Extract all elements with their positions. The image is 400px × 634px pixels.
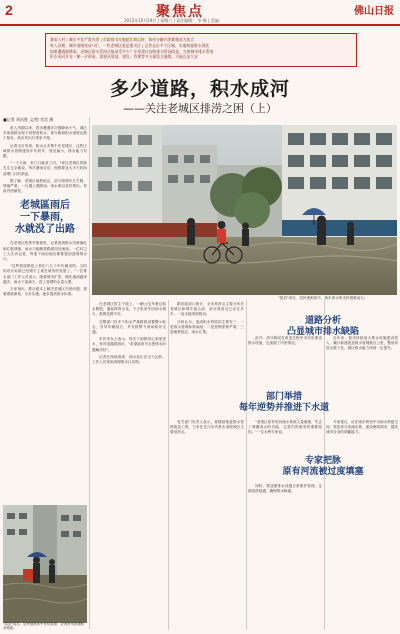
flood-alley-photo — [3, 505, 87, 623]
body-paragraph: 在老城区的主干道上，一辆公交车驶过积水路段，激起阵阵水花。不少私家车因涉水熄火，被困在路中央。 — [92, 302, 166, 317]
body-paragraph: 专家指出，要从根本上解决老城区内涝问题，需要系统谋划，分步实施，逐步提高排水标准。 — [3, 287, 87, 297]
deck-line: 暴雨入村 | 城区多处严重内涝 | 市政排水设施超负荷运转，如何分解内涝难题成为焦点 — [50, 37, 195, 42]
body-paragraph: 市民李女士表示，每次下雨都担心家里进水，家具电器被泡坏，"希望政府早点把排水问题解决好"。 — [92, 337, 166, 352]
heading-line: 水就没了出路 — [15, 224, 75, 236]
heading-line: 原有河流被过度填塞 — [282, 467, 364, 477]
body-paragraph: 记者走访发现，积水点多集中在老城区，这些区域排水管网建设年代较早，管径偏小，排水能力有限。 — [3, 143, 87, 159]
text-column — [326, 420, 398, 438]
text-column — [170, 420, 244, 438]
column-rule — [89, 117, 90, 629]
heading-line: 专家把脉 — [304, 456, 341, 466]
photo-caption: "屋顶"成岛，居民被困家中等待救援；记者涉水拍摄积水路面。 — [3, 622, 85, 631]
heading-line: 部门举措 — [265, 392, 302, 402]
heading-line: 一下暴雨， — [20, 212, 70, 224]
body-paragraph: 专家建议，应在城市规划中为雨水预留空间，恢复部分河涌水系，建设海绵城市，提高城市自身的调蓄能力。 — [326, 420, 398, 435]
flood-street-illustration — [92, 125, 397, 295]
paper-masthead: 佛山日报 — [354, 6, 394, 17]
section-heading — [248, 456, 398, 478]
body-paragraph: 记者在现场看到，抽水泵正在全力运转，工作人员冒雨清理排水口杂物。 — [92, 354, 166, 365]
section-title: 聚焦点 — [156, 4, 204, 20]
heading-line: 凸显城市排水缺陷 — [286, 327, 359, 337]
heading-line: 每年逆势并推进下水道 — [238, 403, 329, 413]
body-paragraph: 近年来，我市持续加大排水设施建设投入，累计新建改造排水管网数百公里，整治易涝点数十处，城区排水能力得到一定提升。 — [326, 336, 398, 351]
section-heading — [3, 200, 87, 236]
heading-line: 道路分析 — [304, 316, 341, 326]
body-paragraph: 分析认为，造成积水的原因主要有三：一是排水管网标准偏低；二是管网淤积严重；三是地势低洼，雨水汇集。 — [170, 319, 244, 335]
body-paragraph: 同时，要加强排水设施日常维护管理，定期清淤疏通，确保排水畅通。 — [248, 484, 322, 494]
body-paragraph: 交警部门在多个积水严重路段设置警示标志，引导车辆绕行，并安排警力现场疏导交通。 — [92, 319, 166, 335]
body-paragraph: 此外，部分路段在改造过程中未同步建设排水设施，也加剧了内涝情况。 — [248, 336, 322, 346]
body-paragraph: 据市政部门统计，全市易涝点主要分布在老城区和城乡接合部，部分易涝点已存在多年，一直未能得到根治。 — [170, 302, 244, 317]
byline: ■记者 胡昌胜 文/图 刘美 摄 — [3, 117, 54, 122]
flood-alley-illustration — [3, 505, 87, 623]
deck-line: 每入汛期，城市道路变成"河"，一些老城区更是重灾区 | 记者走访多个区域，实地调查排水现状 — [50, 42, 210, 48]
header-rule — [0, 24, 400, 26]
sub-headline: ——关注老城区排涝之困（上） — [123, 102, 277, 115]
column-rule — [246, 300, 247, 630]
body-paragraph: 在老城区的狭窄街巷里，记者看到排水沟被落叶和垃圾堵塞，雨水只能顺着路面四处流淌。一位环卫工人告诉记者，每逢下雨前他们都要提前清理排水口。 — [3, 241, 87, 262]
heading-line: 老城區雨后 — [20, 200, 70, 212]
text-column — [92, 302, 166, 367]
text-column — [326, 302, 398, 354]
text-column — [248, 420, 322, 438]
body-paragraph: 据了解，老城区地势低洼，部分管网年久失修，堵塞严重，一旦遇上强降雨，雨水难以及时排出，导致内涝频发。 — [3, 178, 87, 194]
text-column — [248, 302, 322, 348]
lead-deck-box — [45, 33, 357, 67]
body-paragraph: "老城区原有的河涌水系被大量填埋，失去了调蓄雨水的功能，这是内涝频发的重要原因。"一位水利专家说。 — [248, 420, 322, 435]
page-header — [0, 0, 400, 24]
section-heading — [170, 392, 398, 414]
page-number: 2 — [5, 2, 13, 18]
body-paragraph: "一下大雨，家门口就成了河。"家住老城区的陈先生无奈地说。每次暴雨过后，他都要花大半天时间清理门口的淤泥。 — [3, 161, 87, 176]
text-column — [170, 302, 244, 337]
deck-line: 如果遭遇强降雨，老城区排水管网还能承受多少？专家建议加快排水管网改造，完善城市排水系统 — [50, 48, 214, 54]
body-paragraph: 有关部门负责人表示，将继续推进排水管网改造工程，力争在近几年内基本消除城区主要易涝点。 — [170, 420, 244, 435]
text-column — [248, 484, 322, 496]
dateline: 2013年10月19日 | 星期六 | 责任编辑： 李 娜 | 美编： — [124, 18, 223, 23]
column-rule — [168, 300, 169, 630]
photo-caption: "屋顶"成岛，居民被困家中，骑车涉水的市民艰难前行。 — [278, 296, 368, 300]
body-paragraph: "这些管道都是上世纪八九十年代铺设的，当时的设计标准已经跟不上现在城市的发展了。"一位排水部门工作人员表示，随着城市扩张，硬化地面越来越多，雨水下渗减少，进入管网的水量大增。 — [3, 264, 87, 284]
flood-street-photo — [92, 125, 397, 295]
main-headline: 多少道路，积水成河 — [109, 78, 290, 100]
deck-line: 积水成河并非一朝一夕形成，需要从规划、建设、管理等多方面综合施策，方能长治久安 — [50, 54, 199, 60]
body-paragraph: 进入汛期以来，我市遭遇多次强降雨天气，城区多条道路出现不同程度积水，部分路段积水深度达数十厘米，给市民出行带来不便。 — [3, 126, 87, 141]
